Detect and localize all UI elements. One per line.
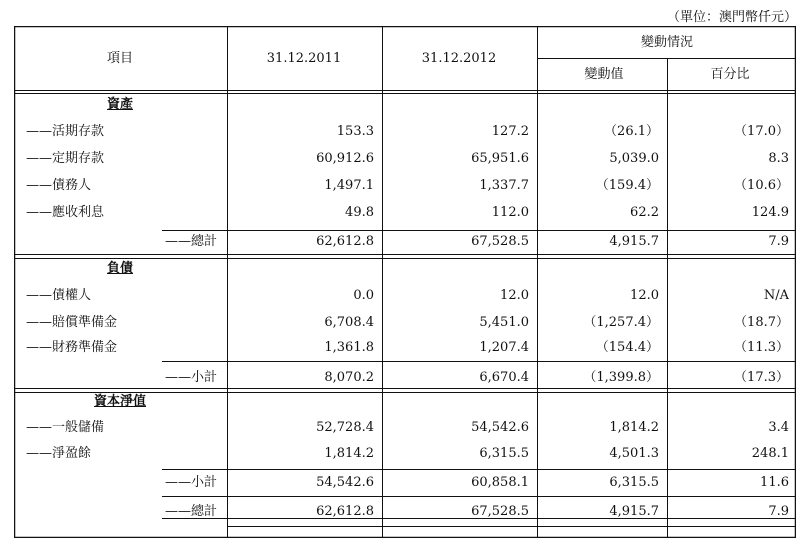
value-2011: 60,912.6	[316, 151, 374, 166]
percent-change: 11.6	[760, 475, 789, 490]
value-2012: 127.2	[491, 124, 529, 139]
value-2012: 67,528.5	[471, 234, 529, 249]
percent-change: N/A	[763, 288, 789, 303]
header-date-2011: 31.12.2011	[266, 51, 342, 66]
value-2011: 52,728.4	[316, 420, 374, 435]
value-2011: 1,361.8	[324, 340, 374, 355]
item-label: ——債權人	[26, 288, 92, 303]
item-label: ——財務準備金	[26, 340, 118, 355]
value-2011: 153.3	[336, 124, 374, 139]
percent-change: 7.9	[768, 504, 789, 519]
change-value: 12.0	[630, 288, 659, 303]
value-2011: 62,612.8	[316, 504, 374, 519]
value-2012: 1,337.7	[479, 178, 529, 193]
total-label: ——總計	[164, 234, 217, 249]
percent-change: （17.3）	[734, 370, 789, 385]
total-label: ——小計	[164, 475, 217, 490]
percent-change: 3.4	[768, 420, 789, 435]
header-percent: 百分比	[710, 67, 750, 82]
item-label: ——應收利息	[26, 205, 105, 220]
value-2011: 49.8	[345, 205, 374, 220]
total-label: ——總計	[164, 504, 217, 519]
header-change-value: 變動值	[584, 67, 624, 82]
header-date-2012: 31.12.2012	[421, 51, 497, 66]
change-value: 1,814.2	[609, 420, 659, 435]
value-2012: 12.0	[500, 288, 529, 303]
item-label: ——活期存款	[26, 124, 105, 139]
change-value: （26.1）	[604, 124, 659, 139]
balance-table	[14, 26, 796, 538]
value-2012: 65,951.6	[471, 151, 529, 166]
change-value: 4,915.7	[609, 234, 659, 249]
value-2012: 67,528.5	[471, 504, 529, 519]
change-value: （1,257.4）	[583, 315, 659, 330]
value-2012: 6,315.5	[479, 446, 529, 461]
item-label: ——淨盈餘	[26, 446, 92, 461]
section-heading: 資產	[106, 97, 134, 112]
item-label: ——一般儲備	[26, 420, 105, 435]
value-2012: 5,451.0	[479, 315, 529, 330]
header-change-group: 變動情況	[640, 35, 694, 50]
header-item: 項目	[106, 51, 134, 66]
unit-note: （單位：澳門幣仟元）	[666, 10, 797, 25]
change-value: 6,315.5	[609, 475, 659, 490]
change-value: 62.2	[630, 205, 659, 220]
change-value: 4,915.7	[609, 504, 659, 519]
change-value: 4,501.3	[609, 446, 659, 461]
change-value: （159.4）	[595, 178, 659, 193]
value-2012: 60,858.1	[471, 475, 529, 490]
total-label: ——小計	[164, 370, 217, 385]
section-heading: 資本淨值	[93, 394, 147, 409]
percent-change: 8.3	[768, 151, 789, 166]
item-label: ——債務人	[26, 178, 92, 193]
percent-change: （11.3）	[734, 340, 789, 355]
value-2011: 1,497.1	[324, 178, 374, 193]
value-2011: 0.0	[353, 288, 374, 303]
value-2011: 8,070.2	[324, 370, 374, 385]
value-2011: 6,708.4	[324, 315, 374, 330]
change-value: （1,399.8）	[583, 370, 659, 385]
value-2012: 6,670.4	[479, 370, 529, 385]
item-label: ——賠償準備金	[26, 315, 118, 330]
percent-change: （10.6）	[734, 178, 789, 193]
percent-change: （18.7）	[734, 315, 789, 330]
change-value: 5,039.0	[609, 151, 659, 166]
value-2011: 54,542.6	[316, 475, 374, 490]
value-2012: 54,542.6	[471, 420, 529, 435]
value-2012: 112.0	[491, 205, 529, 220]
percent-change: 124.9	[751, 205, 789, 220]
change-value: （154.4）	[595, 340, 659, 355]
value-2012: 1,207.4	[479, 340, 529, 355]
value-2011: 1,814.2	[324, 446, 374, 461]
percent-change: （17.0）	[734, 124, 789, 139]
percent-change: 7.9	[768, 234, 789, 249]
section-heading: 負債	[106, 261, 134, 276]
item-label: ——定期存款	[26, 151, 105, 166]
percent-change: 248.1	[751, 446, 789, 461]
value-2011: 62,612.8	[316, 234, 374, 249]
